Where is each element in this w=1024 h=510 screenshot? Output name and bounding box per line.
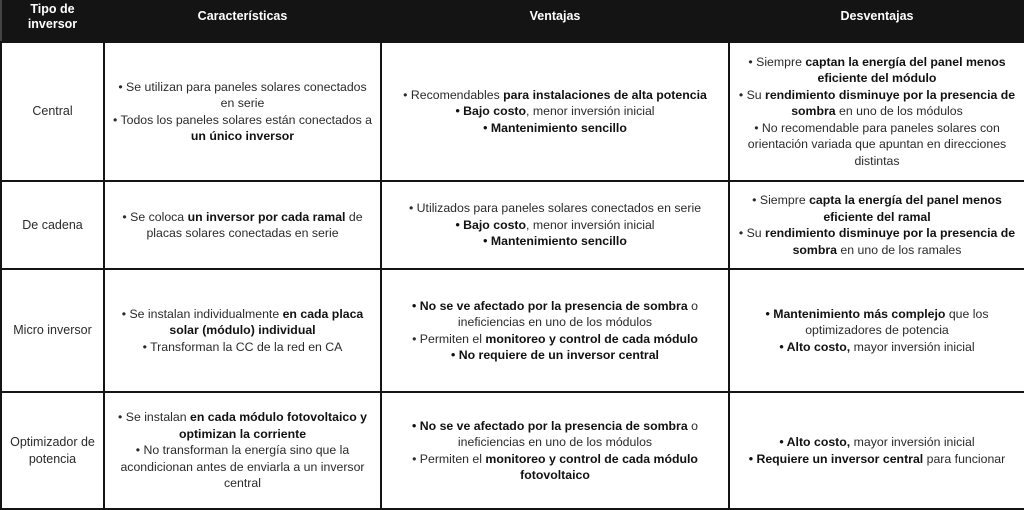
bold-text: • No requiere de un inversor central xyxy=(451,348,659,362)
cell-caracteristicas xyxy=(104,42,381,181)
bullet-item xyxy=(388,298,722,331)
header-caracteristicas: Características xyxy=(104,0,381,42)
bold-text: • No se ve afectado por la presencia de sombra xyxy=(412,418,688,433)
bold-text: en cada módulo fotovoltaico y optimizan la corriente xyxy=(178,410,367,441)
bullet-item xyxy=(736,306,1018,339)
text: de placas solares conectadas en serie xyxy=(146,209,363,240)
bold-text: • Bajo costo xyxy=(455,217,527,232)
text: • Transforman la CC de la red en CA xyxy=(142,339,343,354)
header-ventajas: Ventajas xyxy=(381,0,729,42)
text: o ineficiencias en uno de los módulos xyxy=(457,418,698,449)
table-row xyxy=(1,269,1024,392)
text: , menor inversión inicial xyxy=(526,104,655,119)
text: • Siempre xyxy=(752,193,810,207)
bullet-item xyxy=(111,209,374,242)
header-desventajas: Desventajas xyxy=(729,0,1024,42)
inverter-type: Central xyxy=(1,42,104,181)
bold-text: • Alto costo, xyxy=(779,339,851,354)
bold-text: • Mantenimiento más complejo xyxy=(765,306,946,321)
table-row xyxy=(1,392,1024,509)
text: • Permiten el xyxy=(412,331,486,346)
bullet-item xyxy=(736,120,1018,170)
text: mayor inversión inicial xyxy=(850,339,975,354)
bullet-item xyxy=(388,451,722,484)
text: • Recomendables xyxy=(403,87,504,102)
bullet-item xyxy=(388,200,722,217)
bold-text: • Mantenimiento sencillo xyxy=(483,234,627,249)
bullet-item xyxy=(736,225,1018,258)
text: que los optimizadores de potencia xyxy=(805,306,989,338)
text: • Todos los paneles solares están conectados a xyxy=(112,112,373,127)
bold-text: monitoreo y control de cada módulo fotovoltaico xyxy=(485,451,698,482)
table-row xyxy=(1,181,1024,269)
bold-text: • No se ve afectado por la presencia de sombra xyxy=(412,298,688,313)
bold-text: rendimiento disminuye por la presencia de sombra xyxy=(765,87,1016,119)
text: • No recomendable para paneles solares con orientación variada que apuntan en direcciones distintas xyxy=(747,120,1007,168)
bold-text: capta la energía del panel menos eficiente del ramal xyxy=(809,193,1002,224)
cell-caracteristicas xyxy=(104,269,381,392)
cell-desventajas xyxy=(729,42,1024,181)
text: • Permiten el xyxy=(412,451,486,466)
text: en uno de los ramales xyxy=(837,242,962,257)
bullet-item xyxy=(736,434,1018,451)
bold-text: un inversor por cada ramal xyxy=(187,209,346,224)
cell-ventajas xyxy=(381,269,729,392)
bold-text: • Alto costo, xyxy=(779,435,851,449)
text: , menor inversión inicial xyxy=(526,217,655,232)
cell-ventajas xyxy=(381,392,729,509)
cell-ventajas xyxy=(381,181,729,269)
bold-text: rendimiento disminuye por la presencia de sombra xyxy=(765,226,1016,257)
bullet-item xyxy=(388,233,722,250)
bold-text: un único inversor xyxy=(190,129,295,143)
bullet-item xyxy=(736,87,1018,120)
cell-desventajas xyxy=(729,181,1024,269)
bold-text: • Mantenimiento sencillo xyxy=(483,120,627,135)
cell-desventajas xyxy=(729,392,1024,509)
bullet-item xyxy=(111,339,374,356)
bullet-item xyxy=(388,87,722,104)
text: en uno de los módulos xyxy=(835,104,963,119)
inverter-type: Micro inversor xyxy=(1,269,104,392)
text: • Su xyxy=(738,87,766,102)
text: mayor inversión inicial xyxy=(850,435,975,449)
bullet-item xyxy=(388,120,722,137)
bullet-item xyxy=(111,306,374,339)
text: • Utilizados para paneles solares conectados en serie xyxy=(408,201,702,216)
text: • Se utilizan para paneles solares conectados en serie xyxy=(118,79,367,110)
cell-caracteristicas xyxy=(104,392,381,509)
cell-caracteristicas xyxy=(104,181,381,269)
bold-text: • Bajo costo xyxy=(455,104,527,119)
bullet-item xyxy=(388,347,722,364)
header-tipo: Tipo de inversor xyxy=(1,0,104,42)
bullet-item xyxy=(388,418,722,451)
inverter-type: Optimizador de potencia xyxy=(1,392,104,509)
bold-text: monitoreo y control de cada módulo xyxy=(485,331,698,346)
bullet-item xyxy=(736,339,1018,356)
text: • Siempre xyxy=(748,54,806,69)
text: • Se instalan xyxy=(118,410,190,425)
text: • Su xyxy=(738,226,766,240)
bold-text: captan la energía del panel menos eficiente del módulo xyxy=(805,54,1006,86)
bold-text: en cada placa solar (módulo) individual xyxy=(169,306,364,338)
bullet-item xyxy=(111,442,374,492)
bullet-item xyxy=(111,112,374,145)
inverter-type: De cadena xyxy=(1,181,104,269)
cell-ventajas xyxy=(381,42,729,181)
bullet-item xyxy=(111,79,374,112)
text: o ineficiencias en uno de los módulos xyxy=(457,298,698,329)
bullet-item xyxy=(736,192,1018,225)
table-row xyxy=(1,42,1024,181)
bold-text: para instalaciones de alta potencia xyxy=(503,87,707,102)
bullet-item xyxy=(388,103,722,120)
text: • Se instalan individualmente xyxy=(121,306,283,321)
bold-text: • Requiere un inversor central xyxy=(748,451,924,466)
bullet-item xyxy=(111,409,374,442)
text: • No transforman la energía sino que la acondicionan antes de enviarla a un inversor central xyxy=(120,443,365,491)
bullet-item xyxy=(388,331,722,348)
text: • Se coloca xyxy=(122,209,188,224)
cell-desventajas xyxy=(729,269,1024,392)
bullet-item xyxy=(736,54,1018,87)
bullet-item xyxy=(388,217,722,234)
text: para funcionar xyxy=(923,451,1006,466)
bullet-item xyxy=(736,451,1018,468)
header-row xyxy=(1,0,1024,42)
